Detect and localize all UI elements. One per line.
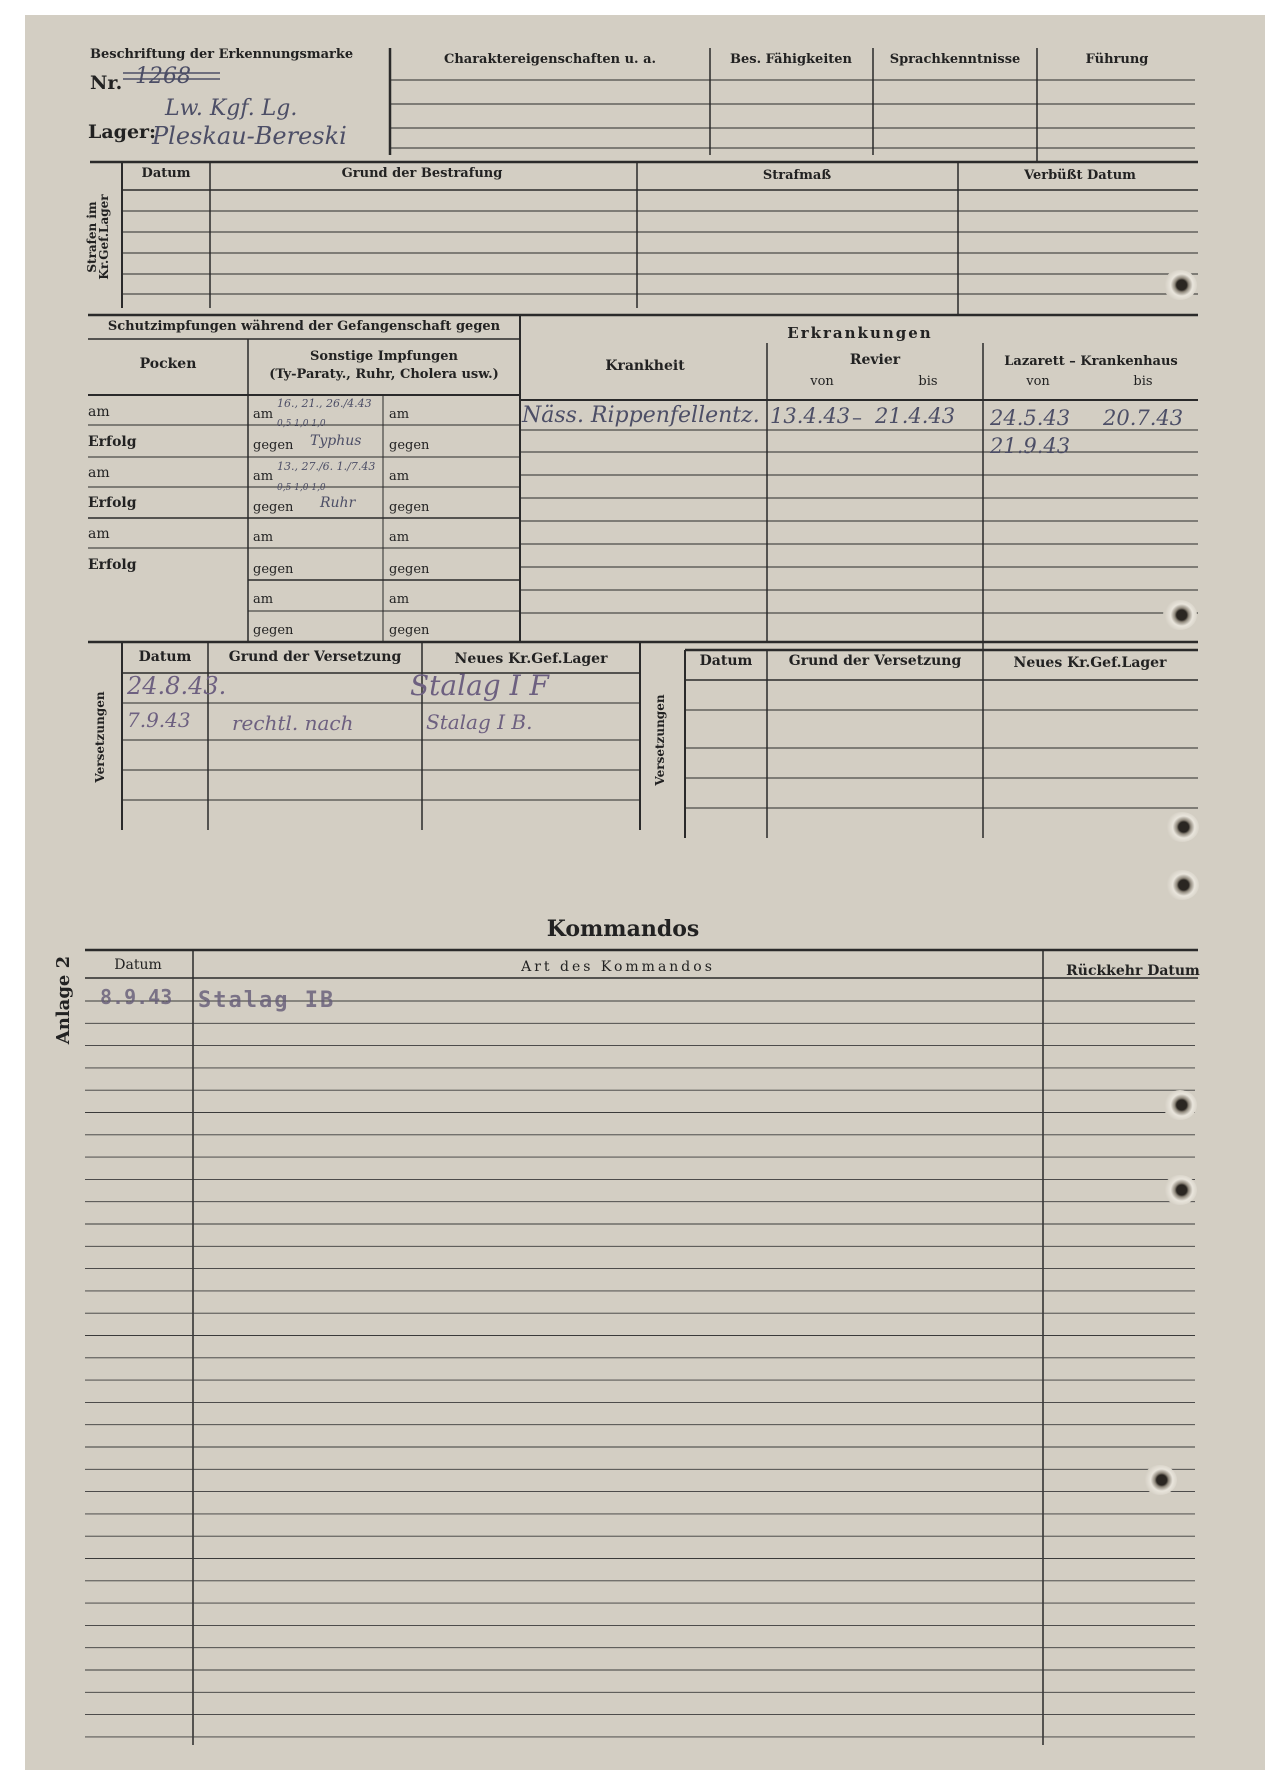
anlage-label: Anlage 2 [53,955,74,1045]
lazarett-von-value-2: 21.9.43 [990,434,1071,458]
impf-am-label: am [253,530,274,545]
versetzung-datum-header: Datum [138,649,192,665]
erkrankungen-title: Erkrankungen [787,324,933,342]
faehigkeiten-header: Bes. Fähigkeiten [730,52,852,67]
revier-von-value: 13.4.43 [770,404,851,428]
punch-hole [1143,1465,1177,1495]
versetzung-row2-datum: 7.9.43 [127,708,191,732]
impf-date-2: 13., 27./6. 1./7.43 [277,460,376,473]
impf-gegen-label: gegen [389,562,430,577]
impf-gegen-label: gegen [253,438,294,453]
nr-label: Nr. [90,72,123,94]
kommando-stamp-art: Stalag IB [198,988,336,1013]
impf-gegen-label: gegen [253,500,294,515]
punch-hole [1163,270,1197,300]
versetzung-grund-header: Grund der Versetzung [228,649,402,665]
impf-am-label: am [253,592,274,607]
lazarett-von-value: 24.5.43 [990,406,1071,430]
impf-gegen-label: gegen [389,438,430,453]
versetzung-row2-grund: rechtl. nach [232,711,354,735]
pocken-am-label: am [88,526,110,542]
versetzung-row2-lager: Stalag I B. [426,710,533,734]
lazarett-bis-header: bis [1133,374,1153,389]
impf-am-label: am [389,469,410,484]
revier-bis-header: bis [918,374,938,389]
versetzung2-datum-header: Datum [699,653,753,669]
lazarett-bis-value: 20.7.43 [1103,406,1184,430]
impf-gegen-label: gegen [253,623,294,638]
punch-hole [1163,1175,1197,1205]
versetzung-row1-lager: Stalag I F [410,669,549,702]
verbuesst-header: Verbüßt Datum [1024,168,1136,183]
lager-label: Lager: [88,121,157,143]
lager-value-line1: Lw. Kgf. Lg. [165,96,298,121]
kommando-art-header: Art des Kommandos [521,959,715,975]
revier-bis-value: 21.4.43 [875,404,956,428]
lazarett-von-header: von [1026,374,1050,389]
impf-am-label: am [253,407,274,422]
punch-hole [1165,870,1199,900]
impf-gegen-label: gegen [389,500,430,515]
punch-hole [1165,812,1199,842]
nr-value: 1268 [135,64,191,89]
impf-gegen-label: gegen [389,623,430,638]
sprachkenntnisse-header: Sprachkenntnisse [889,52,1021,67]
impf-am-label: am [389,407,410,422]
versetzung2-lager-header: Neues Kr.Gef.Lager [1013,655,1167,671]
impf-dose-1: 0,5 1,0 1,0 [277,419,326,429]
strafen-datum-header: Datum [141,166,191,181]
versetzungen-side-label-left: Versetzungen [93,691,107,783]
impf-am-label: am [389,592,410,607]
erkennungsmarke-label: Beschriftung der Erkennungsmarke [90,47,354,62]
revier-dash: – [852,405,862,429]
lager-value-line2: Pleskau-Bereski [152,122,347,150]
punch-hole [1163,1090,1197,1120]
strafen-side-label: Strafen im Kr.Gef.Lager [85,194,111,280]
versetzung2-grund-header: Grund der Versetzung [788,653,962,669]
sonstige-impfungen-subheader: (Ty-Paraty., Ruhr, Cholera usw.) [269,367,499,382]
lazarett-header: Lazarett – Krankenhaus [1004,354,1178,369]
impf-am-label: am [253,469,274,484]
charaktereigenschaften-header: Charaktereigenschaften u. a. [443,52,657,67]
revier-von-header: von [810,374,834,389]
impf-am-label: am [389,530,410,545]
impf-date-1: 16., 21., 26./4.43 [277,397,372,410]
fuehrung-header: Führung [1085,52,1149,67]
impf-gegen-label: gegen [253,562,294,577]
versetzung-row1-datum: 24.8.43. [127,672,227,700]
schutzimpfungen-title: Schutzimpfungen während der Gefangenschaft gegen [107,319,501,334]
impf-gegen-2: Ruhr [320,495,356,511]
versetzungen-side-label-right: Versetzungen [653,694,667,786]
kommandos-title: Kommandos [546,916,700,942]
sonstige-impfungen-header: Sonstige Impfungen [310,349,458,364]
pocken-am-label: am [88,465,110,481]
impf-dose-2: 0,5 1,0 1,0 [277,483,326,493]
krankheit-value: Näss. Rippenfellentz. [522,403,760,428]
strafen-grund-header: Grund der Bestrafung [341,166,503,181]
krankheit-header: Krankheit [605,358,685,374]
pocken-am-label: am [88,404,110,420]
rueckkehr-datum-header: Rückkehr Datum [1066,963,1200,979]
versetzung-lager-header: Neues Kr.Gef.Lager [454,651,608,667]
kommando-datum-header: Datum [114,957,162,973]
pocken-erfolg-label: Erfolg [88,495,137,511]
revier-header: Revier [849,352,901,368]
pocken-header: Pocken [139,356,197,372]
pocken-erfolg-label: Erfolg [88,557,137,573]
pocken-erfolg-label: Erfolg [88,434,137,450]
kommando-stamp-datum: 8.9.43 [100,985,173,1009]
impf-gegen-1: Typhus [310,433,362,449]
punch-hole [1163,600,1197,630]
strafmass-header: Strafmaß [762,168,832,183]
